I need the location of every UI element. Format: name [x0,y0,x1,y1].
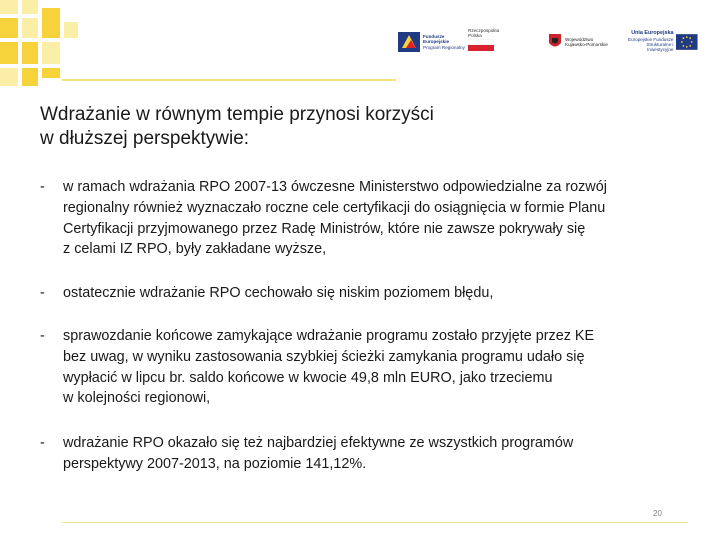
ue-logo-line-2: Europejskie Fundusze [628,36,674,42]
bullet-4-line-1: wdrażanie RPO okazało się też najbardziej efektywne ze wszystkich programów [63,435,574,451]
bullet-2-line-1: ostatecznie wdrażanie RPO cechowało się niskim poziomem błędu, [63,285,494,301]
bullet-dash: - [40,435,45,451]
bullet-1-line-2: regionalny również wyznaczało roczne cele certyfikacji do osiągnięcia w formie Planu [63,199,606,216]
slide-title-line-2: w dłuższej perspektywie: [40,128,250,149]
decorative-squares-graphic [0,0,400,90]
bullet-3-line-1: sprawozdanie końcowe zamykające wdrażanie programu zostało przyjęte przez KE [63,328,595,344]
bullet-item-4 [40,433,680,475]
fundusze-europejskie-logo [398,22,465,62]
bullet-item-2 [40,283,680,304]
bullet-dash: - [40,328,45,344]
fe-star-icon [398,32,420,52]
rp-logo-line-1: Rzeczpospolita [468,27,500,33]
ue-logo-line-3: Strukturalne i Inwestycyjne [646,42,674,53]
bullet-1-line-3: Certyfikacji przyjmowanego przez Radę Ministrów, które nie zawsze pokrywały się [63,220,586,237]
coat-of-arms-icon [548,33,562,51]
wk-logo-line-1: Województwo [565,36,594,42]
polish-flag-icon [468,39,494,51]
bullet-3-line-4: w kolejności regionowi, [63,390,211,407]
fe-logo-line-2: Europejskie [423,39,450,45]
bullet-3-line-3: wypłacić w lipcu br. saldo końcowe w kwocie 49,8 mln EURO, jako trzeciemu [63,369,553,386]
rzeczpospolita-polska-logo [468,22,500,62]
slide-title [40,103,600,151]
bullet-4-line-2: perspektywy 2007-2013, na poziomie 141,12%. [63,455,367,472]
bullet-3-line-2: bez uwag, w wyniku zastosowania szybkiej ścieżki zamykania programu udało się [63,348,585,365]
bullet-item-3 [40,326,680,409]
logos-strip [398,22,698,62]
bullet-item-1 [40,177,680,260]
ue-logo-line-1: Unia Europejska [631,30,674,37]
rp-logo-line-2: Polska [468,33,482,38]
wojewodztwo-kujawsko-pomorskie-logo [548,22,608,62]
bullet-1-line-4: z celami IZ RPO, były zakładane wyższe, [63,241,327,258]
slide-title-line-1: Wdrażanie w równym tempie przynosi korzyści [40,104,434,125]
page-number: 20 [653,509,662,518]
fe-logo-line-1: Fundusze [423,33,445,39]
footer-divider [62,522,688,523]
fe-logo-line-3: Program Regionalny [423,44,465,50]
header-divider [62,79,396,81]
bullet-dash: - [40,179,45,195]
eu-flag-icon [676,34,698,50]
bullet-dash: - [40,285,45,301]
unia-europejska-logo [620,22,698,62]
wk-logo-line-2: Kujawsko-Pomorskie [565,42,608,47]
bullet-1-line-1: w ramach wdrażania RPO 2007-13 ówczesne Ministerstwo odpowiedzialne za rozwój [63,179,607,195]
